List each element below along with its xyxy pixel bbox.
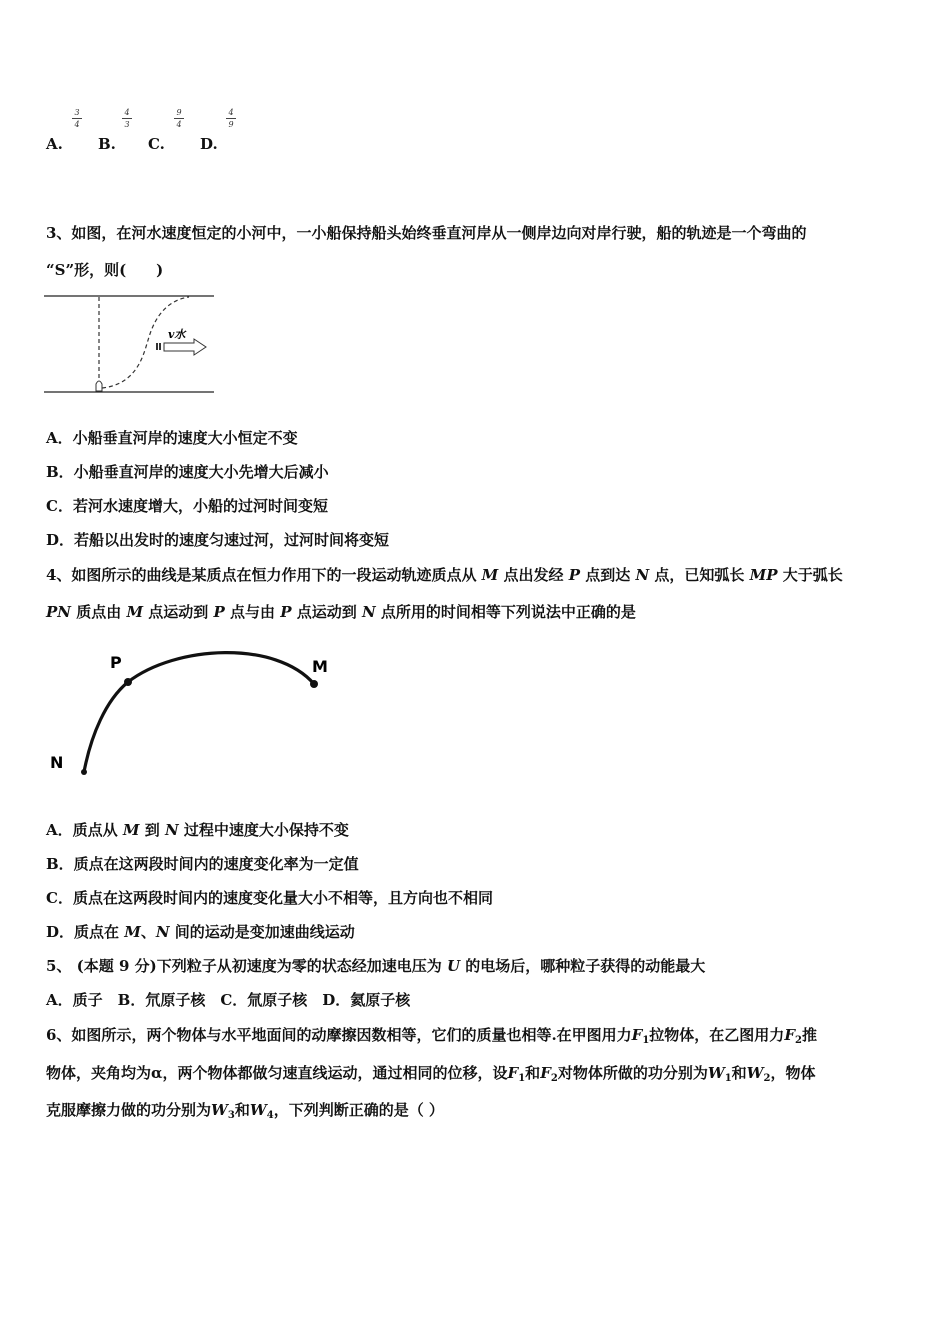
point-n — [81, 769, 87, 775]
q6-line1: 6、如图所示，两个物体与水平地面间的动摩擦因数相等，它们的质量也相等.在甲图用力$F_1$拉物体，在乙图用力$F_2$推 — [46, 1026, 817, 1046]
q6-line2: 物体，夹角均为α，两个物体都做匀速直线运动，通过相同的位移，设$F_1$和$F_2$对物体所做的功分别为$W_1$和$W_2$，物体 — [46, 1064, 816, 1084]
q4-option-b: B．质点在这两段时间内的速度变化率为一定值 — [46, 855, 359, 873]
q2-option-a-label: A. — [46, 135, 63, 153]
q2-option-a-fraction — [72, 108, 82, 129]
q5-options: A．质子 B．氘原子核 C．氚原子核 D．氦原子核 — [46, 991, 411, 1009]
q4-trajectory-figure — [46, 640, 346, 790]
label-p: P — [110, 653, 122, 672]
q2-option-c-fraction — [174, 108, 184, 129]
q6-line3: 克服摩擦力做的功分别为$W_3$和$W_4$，下列判断正确的是（ ） — [46, 1101, 444, 1121]
q2-option-c-label: C. — [148, 135, 165, 153]
q4-stem-line1: 4、如图所示的曲线是某质点在恒力作用下的一段运动轨迹质点从 M 点出发经 P 点到达 N 点，已知弧长 MP 大于弧长 — [46, 566, 843, 584]
q4-option-c: C．质点在这两段时间内的速度变化量大小不相等，且方向也不相同 — [46, 889, 493, 907]
point-p — [124, 678, 132, 686]
q3-stem-line1: 3、如图，在河水速度恒定的小河中，一小船保持船头始终垂直河岸从一侧岸边向对岸行驶，船的轨迹是一个弯曲的 — [46, 224, 807, 242]
q2-option-d-label: D. — [200, 135, 218, 153]
q2-option-d-fraction — [226, 108, 236, 129]
q3-option-a: A．小船垂直河岸的速度大小恒定不变 — [46, 429, 298, 447]
q4-option-a: A．质点从 M 到 N 过程中速度大小保持不变 — [46, 821, 349, 839]
q3-option-b: B．小船垂直河岸的速度大小先增大后减小 — [46, 463, 329, 481]
q2-c-num: 9 — [176, 108, 182, 117]
q2-c-den: 4 — [176, 120, 182, 129]
q3-option-c: C．若河水速度增大，小船的过河时间变短 — [46, 497, 328, 515]
q2-b-num: 4 — [124, 108, 130, 117]
q3-river-figure — [44, 292, 216, 396]
label-m: M — [312, 657, 328, 676]
q2-option-b-fraction — [122, 108, 132, 129]
q5-stem: 5、 (本题 9 分)下列粒子从初速度为零的状态经加速电压为 U 的电场后，哪种粒子获得的动能最大 — [46, 957, 706, 975]
q2-d-num: 4 — [228, 108, 234, 117]
v-water-label: v水 — [168, 328, 186, 341]
q2-option-b-label: B. — [98, 135, 116, 153]
q2-a-den: 4 — [74, 120, 80, 129]
q4-option-d: D．质点在 M、N 间的运动是变加速曲线运动 — [46, 923, 355, 941]
q2-a-num: 3 — [74, 108, 80, 117]
q3-stem-line2: “S”形，则( ) — [46, 261, 164, 279]
boat-shape — [96, 381, 102, 391]
q3-option-d: D．若船以出发时的速度匀速过河，过河时间将变短 — [46, 531, 390, 549]
water-velocity-arrow — [164, 339, 206, 355]
q2-d-den: 9 — [228, 120, 234, 129]
q4-stem-line2: PN 质点由 M 点运动到 P 点与由 P 点运动到 N 点所用的时间相等下列说法中正确的是 — [46, 603, 636, 621]
label-n: N — [50, 753, 64, 772]
point-m — [310, 680, 318, 688]
q2-b-den: 3 — [124, 120, 130, 129]
